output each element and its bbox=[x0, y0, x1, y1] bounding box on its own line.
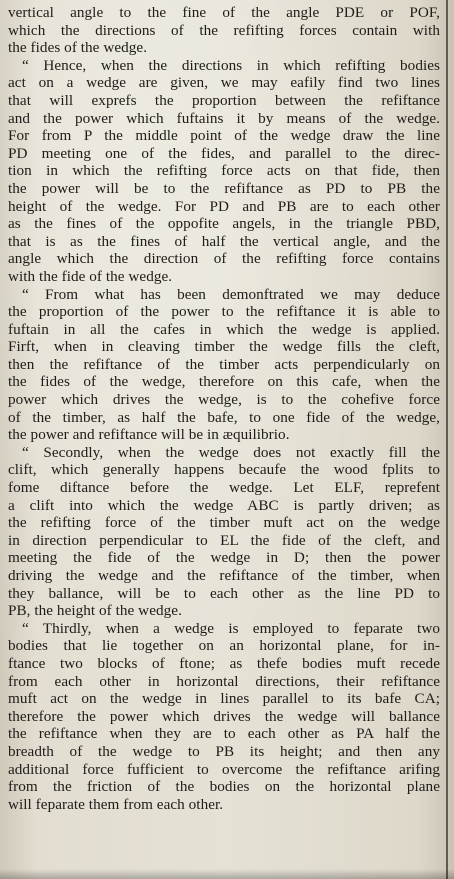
text-line: power which drives the wedge, is to the cohefive force bbox=[8, 391, 440, 409]
text-line: “ Hence, when the directions in which refifting bodies bbox=[22, 56, 440, 74]
text-line: “ Secondly, when the wedge does not exactly fill the bbox=[22, 443, 440, 461]
column-rule bbox=[446, 0, 448, 879]
text-line: the power will be to the refiftance as PD to PB the bbox=[8, 179, 440, 197]
text-line: from each other in horizontal directions, their refiftance bbox=[8, 672, 440, 690]
text-line: that is as the fines of half the vertical angle, and the bbox=[8, 232, 440, 250]
text-line: as the fines of the oppofite angels, in the triangle PBD, bbox=[8, 215, 440, 233]
text-line: angle which the direction of the refifting force contains bbox=[8, 250, 440, 268]
text-line: in direction perpendicular to EL the fide of the cleft, and bbox=[8, 531, 440, 549]
text-line: the fides of the wedge, therefore on this cafe, when the bbox=[8, 373, 440, 391]
paragraph bbox=[8, 444, 440, 620]
text-line: act on a wedge are given, we may eafily find two lines bbox=[8, 74, 440, 92]
text-line: therefore the power which drives the wedge will ballance bbox=[8, 707, 440, 725]
text-line: bodies that lie together on an horizontal plane, for in- bbox=[8, 637, 440, 655]
paragraph bbox=[8, 286, 440, 444]
page-bottom-edge bbox=[0, 869, 454, 879]
text-line: PD meeting one of the fides, and parallel to the direc- bbox=[8, 144, 440, 162]
text-line: Firft, when in cleaving timber the wedge fills the cleft, bbox=[8, 338, 440, 356]
text-line: the refiftance when they are to each other as PA half the bbox=[8, 725, 440, 743]
text-line: a clift into which the wedge ABC is partly driven; as bbox=[8, 496, 440, 514]
paragraph bbox=[8, 57, 440, 286]
paragraph bbox=[8, 4, 440, 57]
text-line: ftance two blocks of ftone; as thefe bodies muft recede bbox=[8, 654, 440, 672]
text-line: breadth of the wedge to PB its height; and then any bbox=[8, 742, 440, 760]
text-line: the power and refiftance will be in æquilibrio. bbox=[8, 426, 290, 444]
text-line: clift, which generally happens becaufe the wood fplits to bbox=[8, 461, 440, 479]
text-line: of the timber, as half the bafe, to one fide of the wedge, bbox=[8, 408, 440, 426]
text-line: they ballance, will be to each other as the line PD to bbox=[8, 584, 440, 602]
text-line: then the refiftance of the timber acts perpendicularly on bbox=[8, 355, 440, 373]
paragraph bbox=[8, 620, 440, 814]
text-line: the proportion of the power to the refiftance it is able to bbox=[8, 303, 440, 321]
text-line: fome diftance before the wedge. Let ELF, reprefent bbox=[8, 479, 440, 497]
text-column bbox=[8, 4, 440, 813]
text-line: For from P the middle point of the wedge draw the line bbox=[8, 127, 440, 145]
text-line: which the directions of the refifting forces contain with bbox=[8, 21, 440, 39]
text-line: fuftain in all the cafes in which the wedge is applied. bbox=[8, 320, 440, 338]
text-line: additional force fufficient to overcome the refiftance arifing bbox=[8, 760, 440, 778]
text-line: with the fide of the wedge. bbox=[8, 267, 173, 285]
text-line: PB, the height of the wedge. bbox=[8, 602, 182, 620]
text-line: from the friction of the bodies on the horizontal plane bbox=[8, 778, 440, 796]
text-line: that will exprefs the proportion between the refiftance bbox=[8, 91, 440, 109]
text-line: the fides of the wedge. bbox=[8, 39, 148, 57]
text-line: muft act on the wedge in lines parallel to its bafe CA; bbox=[8, 690, 440, 708]
text-line: will feparate them from each other. bbox=[8, 795, 224, 813]
text-line: “ From what has been demonftrated we may deduce bbox=[22, 285, 440, 303]
text-line: vertical angle to the fine of the angle PDE or POF, bbox=[8, 4, 440, 21]
text-line: “ Thirdly, when a wedge is employed to feparate two bbox=[22, 619, 440, 637]
text-line: tion in which the refifting force acts on that fide, then bbox=[8, 162, 440, 180]
text-line: the refifting force of the timber muft act on the wedge bbox=[8, 514, 440, 532]
text-line: height of the wedge. For PD and PB are to each other bbox=[8, 197, 440, 215]
text-line: and the power which fuftains it by means of the wedge. bbox=[8, 109, 440, 127]
text-line: meeting the fide of the wedge in D; then the power bbox=[8, 549, 440, 567]
text-line: driving the wedge and the refiftance of the timber, when bbox=[8, 567, 440, 584]
